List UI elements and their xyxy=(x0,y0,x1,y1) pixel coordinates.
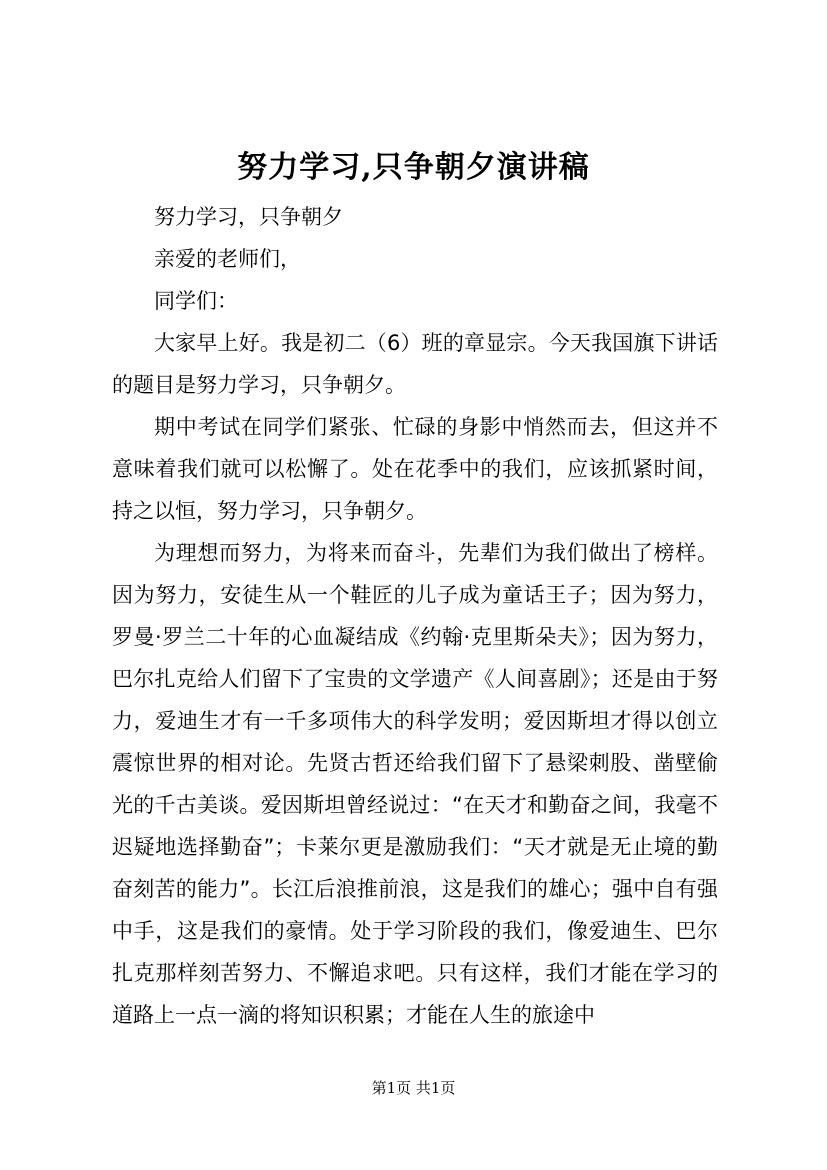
paragraph-salutation-teachers: 亲爱的老师们， xyxy=(154,247,301,271)
page-number-footer: 第1页 共1页 xyxy=(371,1079,456,1097)
paragraph-heading: 努力学习，只争朝夕 xyxy=(154,205,343,229)
paragraph-examples: 为理想而努力，为将来而奋斗，先辈们为我们做出了榜样。因为努力，安徒生从一个鞋匠的儿子成为童话王子；因为努力，罗曼·罗兰二十年的心血凝结成《约翰·克里斯朵夫》；因为努力，巴尔扎克给人们留下了宝贵的文学遗产《人间喜剧》；还是由于努力，爱迪生才有一千多项伟大的科学发明；爱因斯坦才得以创立震惊世界的相对论。先贤古哲还给我们留下了悬梁刺股、凿壁偷光的千古美谈。爱因斯坦曾经说过：“在天才和勤奋之间，我毫不迟疑地选择勤奋”；卡莱尔更是激励我们：“天才就是无止境的勤奋刻苦的能力”。长江后浪推前浪，这是我们的雄心；强中自有强中手，这是我们的豪情。处于学习阶段的我们，像爱迪生、巴尔扎克那样刻苦努力、不懈追求吧。只有这样，我们才能在学习的道路上一点一滴的将知识积累；才能在人生的旅途中 xyxy=(112,541,718,1027)
document-body xyxy=(112,196,718,1036)
document-title: 努力学习,只争朝夕演讲稿 xyxy=(237,150,590,185)
paragraph-salutation-students: 同学们： xyxy=(154,289,238,313)
paragraph-greeting: 大家早上好。我是初二（6）班的章显宗。今天我国旗下讲话的题目是努力学习，只争朝夕。 xyxy=(112,331,718,397)
paragraph-midterm: 期中考试在同学们紧张、忙碌的身影中悄然而去，但这并不意味着我们就可以松懈了。处在花季中的我们，应该抓紧时间，持之以恒，努力学习，只争朝夕。 xyxy=(112,415,718,523)
